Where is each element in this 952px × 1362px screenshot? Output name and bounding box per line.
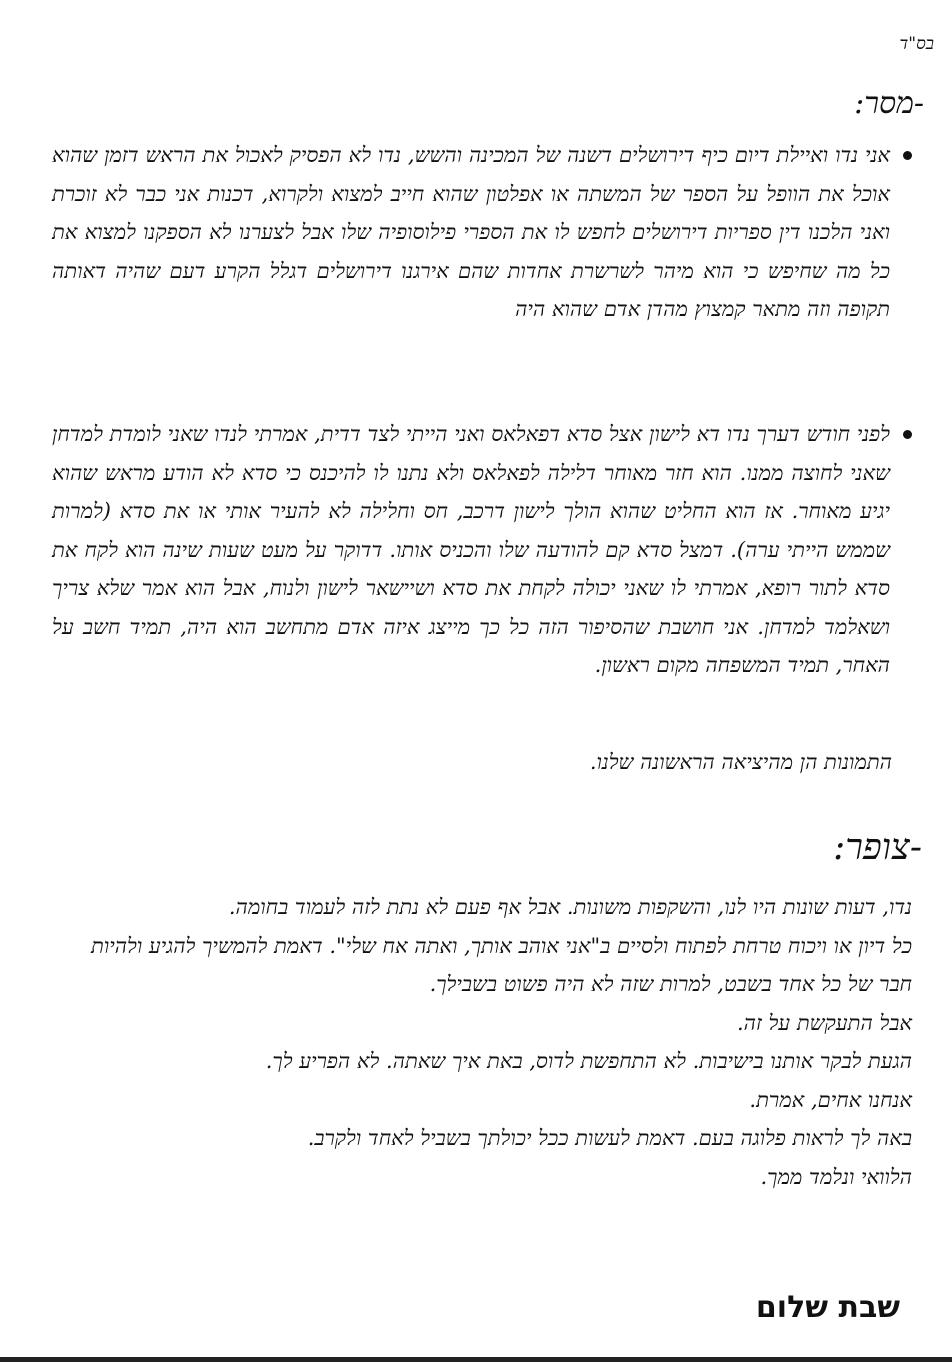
bullet-text: אני נדו ואיילת דיום כיף דירושלים דשנה של המכינה והשש, נדו לא הפסיק לאכול את הראש דזמן שהוא אוכל את הוופל על הספר של המשתה או אפלטון שהוא חייב למצוא ולקרוא, דכנות אני כבר לא זוכרת ואני הלכנו דין ספריות דירושלים לחפש לו את הספרי פילוסופיה שלו אבל לצערנו לא הספקנו למצוא את כל מה שחיפש כי הוא מיהר לשרשרת אחדות שהם אירגנו דירושלים דגלל הקרע דעם שהיה דאותה תקופה וזה מתאר קמצוץ מהדן אדם שהוא היה (52, 143, 890, 321)
bullet-list (52, 136, 912, 329)
list-item (52, 415, 912, 685)
paragraph: נדו, דעות שונות היו לנו, והשקפות משונות. אבל אף פעם לא נתת לזה לעמוד בחומה. (228, 895, 912, 919)
paragraph: הלוואי ונלמד ממך. (760, 1164, 912, 1189)
section-heading-message: -מסר: (854, 86, 924, 121)
paragraph: באה לך לראות פלוגה בעם. דאמת לעשות ככל יכולתך בשביל לאחד ולקרב. (307, 1126, 912, 1150)
section-heading-tzofar: -צופר: (833, 827, 922, 868)
paragraph: אבל התעקשת על זה. (736, 1010, 912, 1035)
photo-caption: התמונות הן מהיציאה הראשונה שלנו. (589, 750, 892, 774)
bullet-icon (903, 430, 912, 439)
bullet-list (52, 415, 912, 685)
list-item (52, 136, 912, 329)
bullet-text: לפני חודש דערך נדו דא לישון אצל סדא דפאלאס ואני הייתי לצד דדית, אמרתי לנדו שאני לומדת למדחן שאני לחוצה ממנו. הוא חזר מאוחר דלילה לפאלאס ולא נתנו לו להיכנס כי סדא לא הודע מראש שהוא יגיע מאוחר. אז הוא החליט שהוא הולך לישון דרכב, חס וחלילה לא להעיר אותי או את סדא (למרות שממש הייתי ערה). דמצל סדא קם להודעה שלו והכניס אותו. דדוקר על מעט שעות שינה הוא לקח את סדא לתור רופא, אמרתי לו שאני יכולה לקחת את סדא ושיישאר לישון ולנוח, אבל הוא אמר שלא צריך ושאלמד למדחן. אני חושבת שהסיפור הזה כל כך מייצג איזה אדם מתחשב הוא היה, תמיד חשב על האחר, תמיד המשפחה מקום ראשון. (52, 422, 890, 677)
bottom-divider (0, 1357, 952, 1362)
paragraph: כל דיון או ויכוח טרחת לפתוח ולסיים ב"אני אוהב אותך, ואתה אח שלי". דאמת להמשיך להגיע ולהיות חבר של כל אחד בשבט, למרות שזה לא היה פשוט בשבילך. (91, 933, 912, 996)
header-mark: בס"ד (899, 34, 934, 54)
bullet-icon (903, 151, 912, 160)
tribute-paragraphs (82, 888, 912, 1196)
paragraph: הגעת לבקר אותנו בישיבות. לא התחפשת לדוס, באת איך שאתה. לא הפריע לך. (265, 1049, 912, 1073)
signoff: שבת שלום (755, 1290, 900, 1325)
paragraph: אנחנו אחים, אמרת. (749, 1087, 912, 1112)
